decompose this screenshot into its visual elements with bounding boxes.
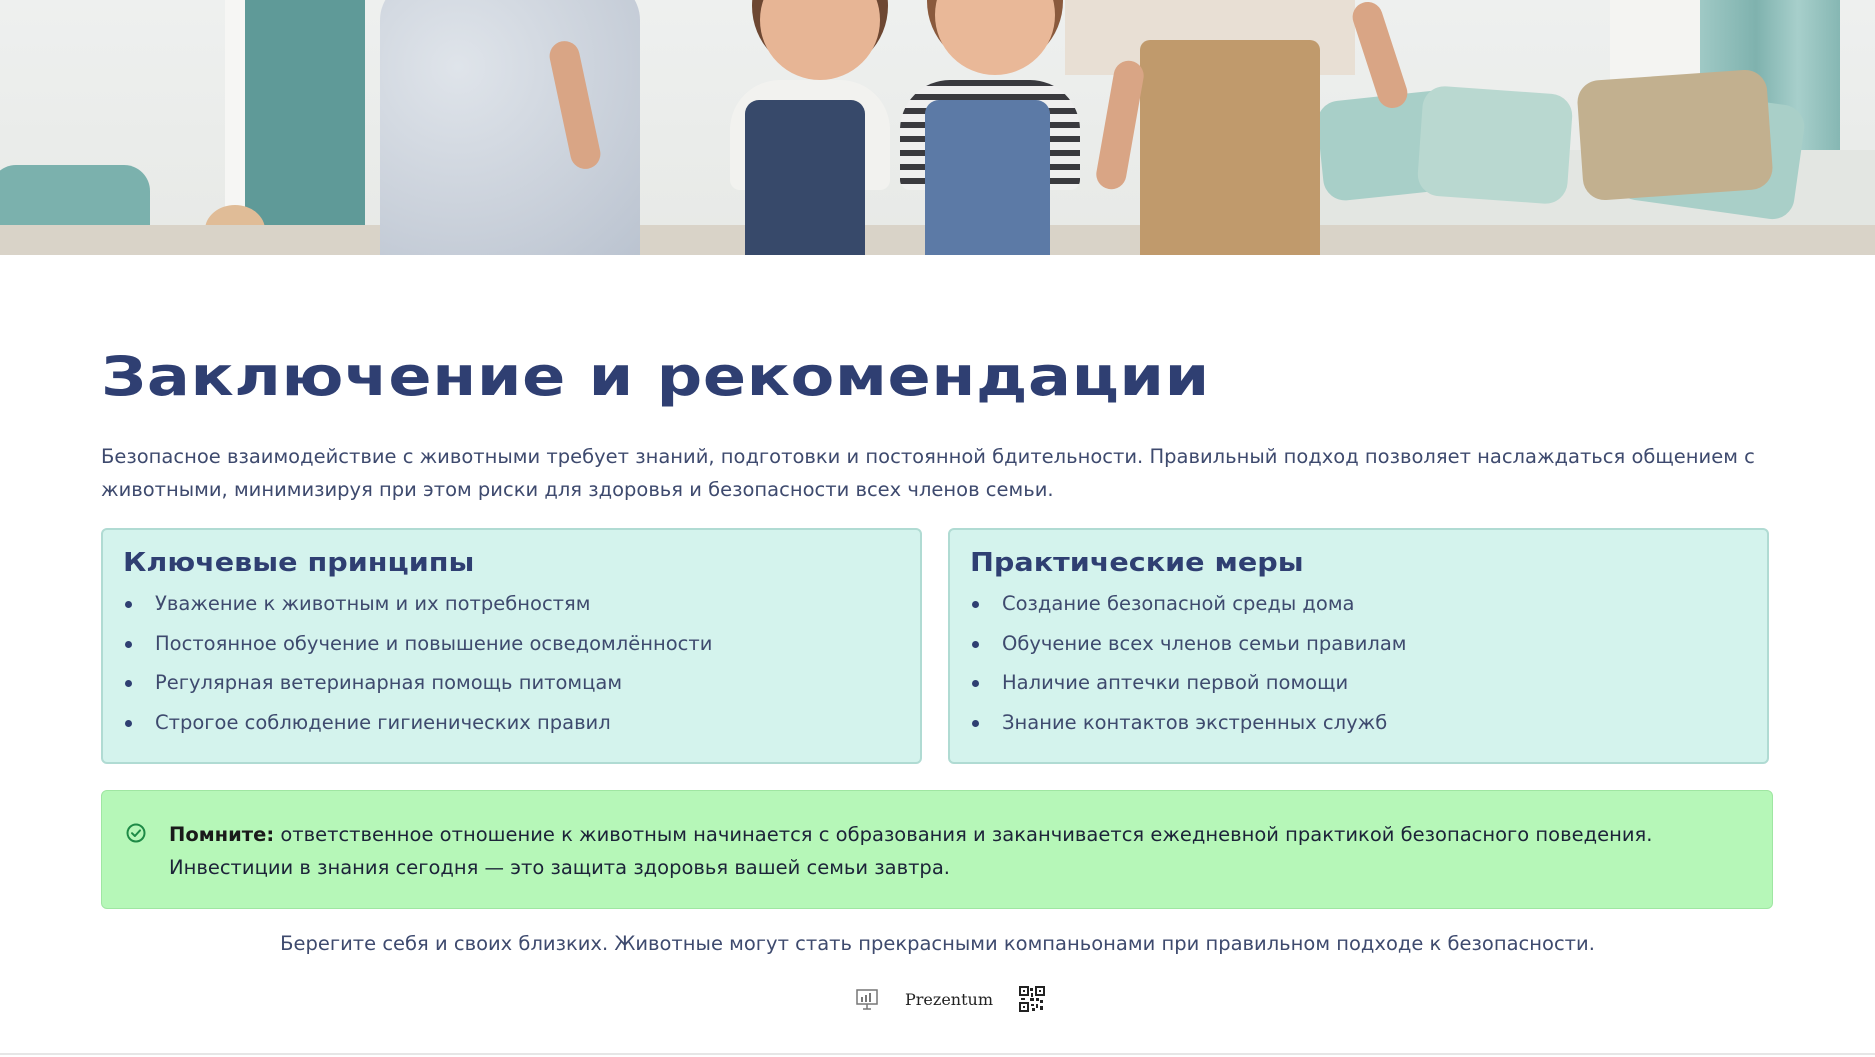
qr-code-icon bbox=[1019, 986, 1045, 1012]
principles-list bbox=[123, 584, 900, 742]
check-circle-icon bbox=[125, 822, 147, 844]
reminder-body: ответственное отношение к животным начинается с образования и заканчивается ежедневной практикой безопасного поведения. Инвестиции в знания сегодня — это защита здоровья вашей семьи завтра. bbox=[169, 823, 1653, 879]
card-title: Практические меры bbox=[970, 548, 1304, 578]
list-item: Знание контактов экстренных служб bbox=[970, 703, 1747, 743]
closing-text: Берегите себя и своих близких. Животные могут стать прекрасными компаньонами при правильном подходе к безопасности. bbox=[280, 932, 1595, 955]
list-item: Строгое соблюдение гигиенических правил bbox=[123, 703, 900, 743]
card-title: Ключевые принципы bbox=[123, 548, 475, 578]
reminder-label: Помните: bbox=[169, 823, 275, 846]
measures-list bbox=[970, 584, 1747, 742]
list-item: Наличие аптечки первой помощи bbox=[970, 663, 1747, 703]
brand-name: Prezentum bbox=[905, 989, 993, 1009]
list-item: Создание безопасной среды дома bbox=[970, 584, 1747, 624]
page-title: Заключение и рекомендации bbox=[101, 345, 1210, 408]
card-practical-measures bbox=[948, 528, 1769, 764]
reminder-callout bbox=[101, 790, 1773, 909]
list-item: Регулярная ветеринарная помощь питомцам bbox=[123, 663, 900, 703]
presentation-board-icon bbox=[855, 987, 879, 1011]
brand-footer[interactable] bbox=[855, 984, 1045, 1014]
list-item: Обучение всех членов семьи правилам bbox=[970, 624, 1747, 664]
reminder-text bbox=[169, 823, 1652, 879]
card-key-principles bbox=[101, 528, 922, 764]
list-item: Постоянное обучение и повышение осведомлённости bbox=[123, 624, 900, 664]
hero-image bbox=[0, 0, 1875, 255]
intro-paragraph: Безопасное взаимодействие с животными требует знаний, подготовки и постоянной бдительности. Правильный подход позволяет наслаждаться общением с животными, минимизируя при этом риски для здоровья и безопасности всех членов семьи. bbox=[101, 445, 1755, 501]
bottom-divider bbox=[0, 1053, 1875, 1055]
list-item: Уважение к животным и их потребностям bbox=[123, 584, 900, 624]
